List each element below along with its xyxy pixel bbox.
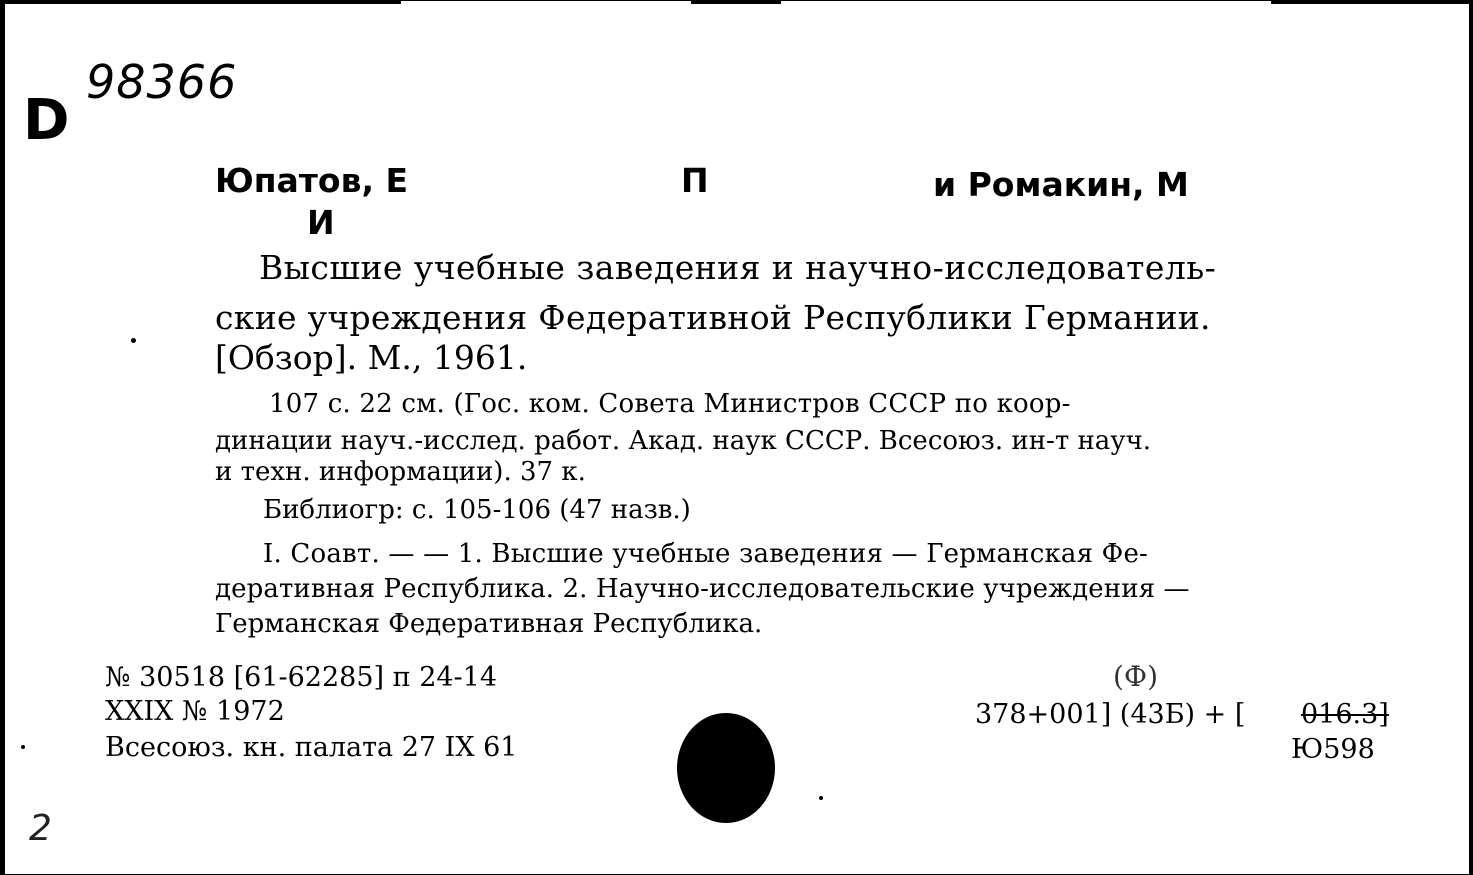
title-line: [Обзор]. М., 1961. — [215, 338, 528, 377]
punch-hole — [677, 713, 775, 823]
author-middle-initial: П — [681, 161, 709, 200]
author-secondary: и Ромакин, М — [933, 165, 1189, 204]
shelf-code: Ю598 — [1291, 734, 1375, 765]
top-edge-mark — [1271, 1, 1471, 4]
author-primary: Юпатов, Е — [215, 161, 409, 200]
bibliography-note: Библиогр: с. 105-106 (47 назв.) — [263, 495, 691, 525]
tracing-line: деративная Республика. 2. Научно-исследовательские учреждения — — [215, 574, 1190, 604]
footer-line: Всесоюз. кн. палата 27 IX 61 — [105, 732, 518, 763]
top-edge-mark — [1, 1, 401, 4]
tracing-line: I. Соавт. — — 1. Высшие учебные заведения — Германская Фе- — [263, 539, 1149, 569]
speck — [131, 338, 136, 343]
title-line: ские учреждения Федеративной Республики Германии. — [215, 298, 1211, 337]
tracing-line: Германская Федеративная Республика. — [215, 609, 763, 639]
letter-mark: D — [23, 88, 70, 153]
description-line: и техн. информации). 37 к. — [215, 457, 586, 487]
library-stamp: (Ф) — [1113, 660, 1159, 693]
description-line: 107 с. 22 см. (Гос. ком. Совета Министров СССР по коор- — [269, 389, 1071, 419]
speck — [819, 796, 823, 800]
classification-struck: 016.3] — [1301, 699, 1389, 730]
handwritten-number: 98366 — [86, 55, 238, 109]
speck — [21, 745, 25, 749]
top-edge-mark — [691, 1, 781, 4]
author-primary-initial: И — [307, 203, 335, 242]
description-line: динации науч.-исслед. работ. Акад. наук СССР. Всесоюз. ин-т науч. — [215, 426, 1152, 456]
classification-main: 378+001] (43Б) + [ — [975, 699, 1246, 730]
corner-mark: 2 — [29, 808, 52, 849]
footer-line: XXIX № 1972 — [105, 696, 285, 727]
footer-line: № 30518 [61-62285] п 24-14 — [105, 662, 498, 693]
title-line: Высшие учебные заведения и научно-исследователь- — [259, 248, 1217, 287]
